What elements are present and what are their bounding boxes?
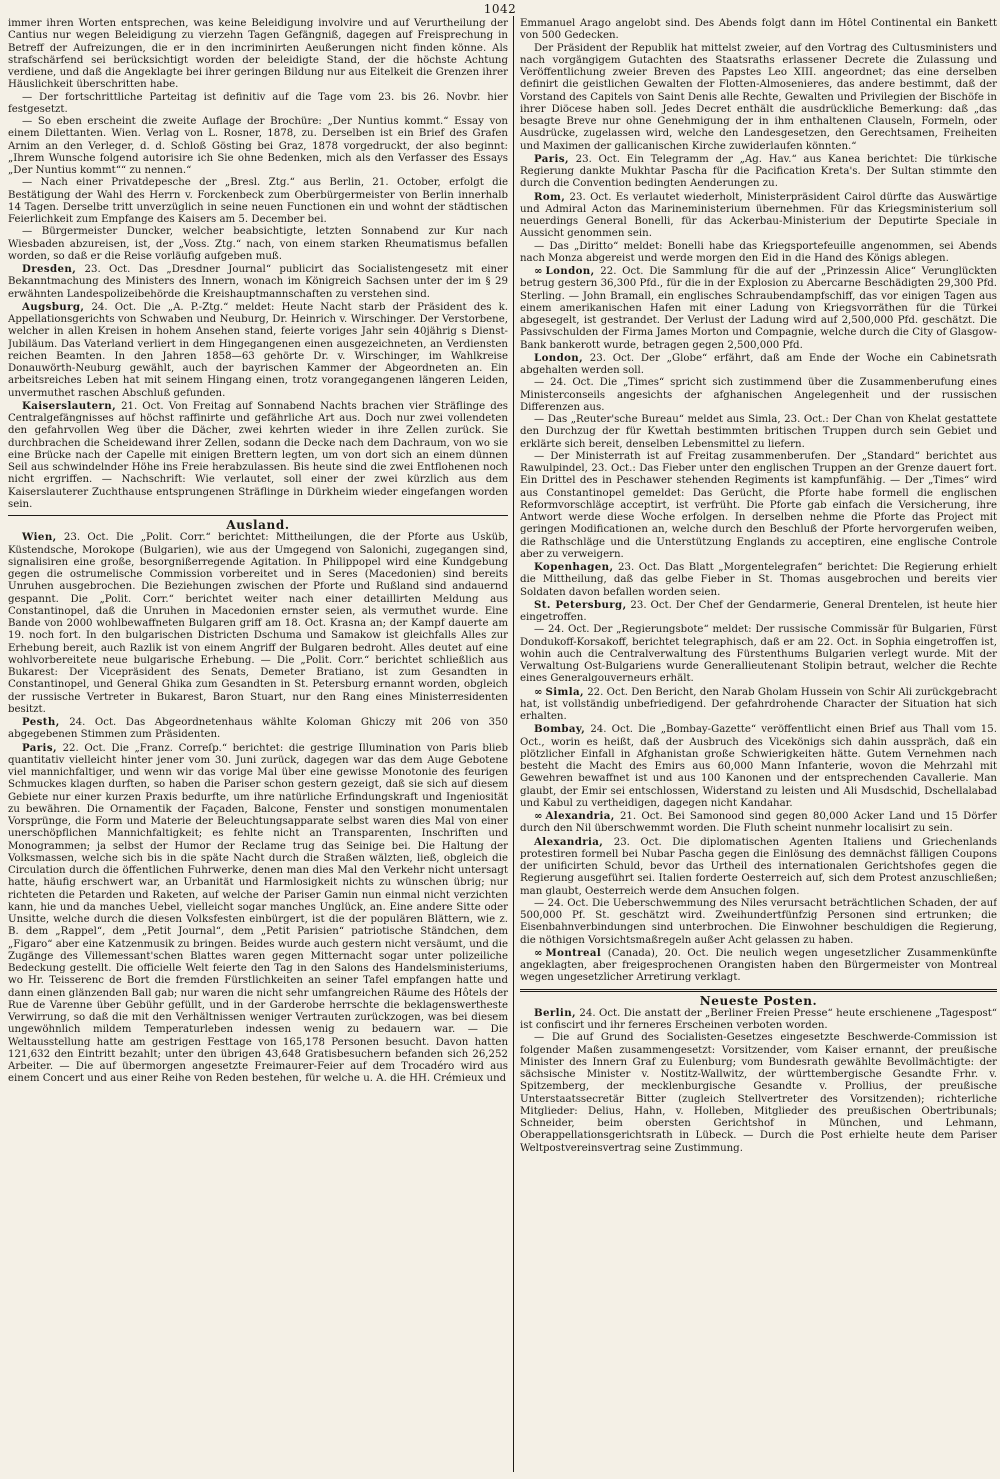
item-text: 21. Oct. Von Freitag auf Sonnabend Nachts brachen vier Sträflinge des Centralgefängnisses auf höchst raffinirte und gefährliche Art aus. Doch nur zwei vollendeten den gefahrvollen Weg über die Dächer, zwei kehrten wieder in ihre Zellen zurück. Sie durchbrachen die Scheidewand ihrer Zellen, sodann die Decke nach dem Dachraum, von wo sie eine Brücke nach der Capelle mit einigen Brettern legten, um von dort sich an einem dünnen Seil aus schwindelnder Höhe ins Freie herabzulassen. Bis heute sind die zwei Entflohenen noch nicht ergriffen. — Nachschrift: Wie verlautet, soll einer der zwei kürzlich aus dem Kaiserslauterer Zuchthause entsprungenen Sträflinge in Dürkheim wieder eingefangen worden sein. <box>8 400 508 510</box>
item-text: 23. Oct. Es verlautet wiederholt, Ministerpräsident Cairol dürfte das Auswärtige und Admiral Acton das Marineministerium übernehmen. Für das Kriegsministerium soll neuerdings General Bonelli, für das Ackerbau-Ministerium der Deputirte Speciale in Aussicht genommen sein. <box>520 191 997 240</box>
section-heading-ausland: Ausland. <box>226 518 290 532</box>
item-text: 22. Oct. Die Sammlung für die auf der „Prinzessin Alice“ Verunglückten betrug gestern 36,300 Pfd., für die in der Explosion zu Abercarne Beschädigten 29,300 Pfd. Sterling. — John Bramall, ein englisches Schraubendampfschiff, das vor einigen Tagen aus einem amerikanischen Hafen mit einer Ladung von Kriegsvorräthen für die Türkei abgesegelt, ist gestrandet. Der Verlust der Ladung wird auf 2,500,000 Pfd. geschätzt. Die Passivschulden der Firma James Morton und Compagnie, welche durch die City of Glasgow-Bank bankerott wurde, betragen gegen 2,500,000 Pfd. <box>520 266 997 351</box>
item-text: 21. Oct. Bei Samonood sind gegen 80,000 Acker Land und 15 Dörfer durch den Nil überschwemmt worden. Die Fluth scheint nunmehr localisirt zu sein. <box>520 811 997 835</box>
news-item <box>520 599 997 625</box>
section-rule <box>8 515 508 516</box>
dateline: London, <box>545 265 595 277</box>
dateline: Wien, <box>22 531 57 544</box>
article-paragraph: immer ihren Worten entsprechen, was keine Beleidigung involvire und auf Verurtheilung der Cantius nur wegen Beleidigung zu vierzehn Tagen Gefängniß, dagegen auf Freisprechung in Betreff der Aufreizungen, die er in den incriminirten Aeußerungen nicht finden könne. Als strafschärfend sei berücksichtigt worden der beleidigte Stand, der die höchste Achtung verdiene, und daß die Angeklagte bei ihrer geringen Bildung nur aus Eitelkeit die Grenzen ihrer Häuslichkeit überschritten habe. <box>8 18 508 91</box>
article-paragraph: — 24. Oct. Der „Regierungsbote“ meldet: Der russische Commissär für Bulgarien, Fürst Dondukoff-Korsakoff, berichtet telegraphisch, daß er am 22. Oct. in Sophia eingetroffen ist, wohin auch die Centralverwaltung des Fürstenthums Bulgarien verlegt wurde. Mit der Verwaltung Ost-Bulgariens wurde Generallieutenant Stolipin betraut, welcher die Rechte eines Generalgouverneurs erhält. <box>520 624 997 685</box>
article-paragraph: — So eben erscheint die zweite Auflage der Brochüre: „Der Nuntius kommt.“ Essay von einem Dilettanten. Wien. Verlag von L. Rosner, 1878, zu. Derselben ist ein Brief des Grafen Arnim an den Verleger, d. d. Schloß Gösting bei Graz, 1878 vorgedruckt, der also beginnt: „Ihrem Wunsche folgend autorisire ich Sie ohne Bedenken, mich als den Verfasser des Essays „Der Nuntius kommt““ zu nennen.“ <box>8 116 508 176</box>
article-paragraph: — 24. Oct. Die Ueberschwemmung des Niles verursacht beträchtlichen Schaden, der auf 500,000 Pf. St. geschätzt wird. Zweihundertfünfzig Personen sind ertrunken; die Eisenbahnverbindungen sind unterbrochen. Die Einwohner beschuldigen die Regierung, die nöthigen Vorsichtsmaßregeln außer Acht gelassen zu haben. <box>520 897 997 946</box>
news-item <box>520 153 997 191</box>
item-text: 24. Oct. Die anstatt der „Berliner Freien Presse“ heute erschienene „Tagespost“ ist confiscirt und ihr ferneres Erscheinen verboten worden. <box>520 1007 997 1031</box>
dateline: St. Petersburg, <box>534 598 627 611</box>
item-text: 22. Oct. Den Bericht, den Narab Gholam Hussein von Schir Ali zurückgebracht hat, ist vollständig unbefriedigend. Der gefahrdrohende Character der Situation hat sich erhalten. <box>520 686 997 722</box>
dateline: Alexandria, <box>534 835 604 848</box>
section-rule <box>520 989 997 992</box>
dateline: Kaiserslautern, <box>22 399 117 412</box>
dateline: Rom, <box>534 190 566 203</box>
article-paragraph: — Nach einer Privatdepesche der „Bresl. Ztg.“ aus Berlin, 21. October, erfolgt die Bestätigung der Wahl des Herrn v. Forckenbeck zum Oberbürgermeister von Berlin innerhalb 14 Tagen. Derselbe tritt unverzüglich in seine neuen Functionen ein und wohnt der städtischen Feierlichkeit zum Empfange des Kaisers am 5. December bei. <box>8 177 508 225</box>
news-item <box>8 400 508 511</box>
news-item <box>8 531 508 716</box>
article-paragraph: — Das „Reuter'sche Bureau“ meldet aus Simla, 23. Oct.: Der Chan von Khelat gestattete den Durchzug der für Kwettah bestimmten britischen Truppen durch sein Gebiet und erklärte sich bereit, denselben Lebensmittel zu liefern. <box>520 414 997 450</box>
item-text: 23. Oct. Der Chef der Gendarmerie, General Drentelen, ist heute hier eingetroffen. <box>520 599 997 623</box>
telegraph-marker: ∞ <box>534 265 543 277</box>
news-item <box>520 810 997 836</box>
page-number: 1042 <box>483 2 517 16</box>
news-item <box>520 561 997 599</box>
dateline: Simla, <box>545 685 584 698</box>
item-text: 23. Oct. Der „Globe“ erfährt, daß am Ende der Woche ein Cabinetsrath abgehalten werden soll. <box>520 352 997 376</box>
news-item <box>520 191 997 241</box>
item-text: 23. Oct. Die „Polit. Corr.“ berichtet: Mittheilungen, die der Pforte aus Usküb, Küstendsche, Morokope (Bulgarien), wie aus der Umgegend von Salonichi, zugegangen sind, signalisiren eine große, besorgnißerregende Agitation. In Philippopel wird eine Kundgebung gegen die ostrumelische Commission vorbereitet und in Seres (Macedonien) sind bereits Unruhen ausgebrochen. Die Beziehungen zwischen der Pforte und Rußland sind andauernd gespannt. Die „Polit. Corr.“ berichtet weiter nach einer detaillirten Meldung aus Constantinopel, daß die Unruhen in Macedonien ernster seien, als vermuthet wurde. Eine Bande von 2000 wohlbewaffneten Bulgaren griff am 18. Oct. Krasna an; der Kampf dauerte am 19. noch fort. In den bulgarischen Districten Dschuma und Samakow ist gleichfalls Alles zur Erhebung bereit, auch Razlik ist von einem Angriff der Bulgaren bedroht. Alles deutet auf eine wohlvorbereitete neue bulgarische Erhebung. — Die „Polit. Corr.“ berichtet schließlich aus Bukarest: Der Vicepräsident des Senats, Demeter Bratiano, ist zum Gesandten in Constantinopel, und General Ghika zum Gesandten in St. Petersburg ernannt worden, obgleich der russische Vertreter in Bukarest, Baron Stuart, nur den Rang eines Ministerresidenten besitzt. <box>8 532 508 715</box>
right-column <box>520 18 997 1470</box>
news-item <box>520 1007 997 1033</box>
item-text: (Canada), 20. Oct. Die neulich wegen ungesetzlicher Zusammenkünfte angeklagten, aber freigesprochenen Orangisten haben den Bürgermeister von Montreal wegen ungesetzlicher Arretirung verklagt. <box>520 947 997 984</box>
news-item <box>8 301 508 400</box>
item-text: 23. Oct. Das „Dresdner Journal“ publicirt das Socialistengesetz mit einer Bekanntmachung des Ministers des Innern, wonach im Königreich Sachsen unter der im § 29 erwähnten Landespolizeibehörde die Kreishauptmannschaften zu verstehen sind. <box>8 264 508 300</box>
dateline: Alexandria, <box>545 810 615 822</box>
news-item <box>8 263 508 301</box>
left-column <box>8 18 508 1470</box>
news-item <box>520 265 997 352</box>
dateline: London, <box>534 351 584 364</box>
dateline: Bombay, <box>534 723 586 736</box>
news-item <box>8 716 508 742</box>
item-text: 23. Oct. Die diplomatischen Agenten Italiens und Griechenlands protestiren formell bei Nubar Pascha gegen die Einlösung des demnächst fälligen Coupons der unificirten Schuld, bevor das Urtheil des internationalen Gerichtshofes gegen die Regierung ausgeführt sei. Italien forderte Oesterreich auf, sich dem Protest anzuschließen; man glaubt, Oesterreich werde dem Ansuchen folgen. <box>520 836 997 897</box>
dateline: Montreal <box>545 946 602 959</box>
article-paragraph: — Der Ministerrath ist auf Freitag zusammenberufen. Der „Standard“ berichtet aus Rawulpindel, 23. Oct.: Das Fieber unter den englischen Truppen an der Grenze dauert fort. Ein Drittel des in Peschawer stehenden Regiments ist kampfunfähig. — Der „Times“ wird aus Constantinopel gemeldet: Das Gerücht, die Pforte habe formell die englischen Reformvorschläge acceptirt, ist verfrüht. Die Pforte gab einfach die Versicherung, ihre Antwort werde diese Woche erfolgen. In derselben nehme die Pforte das Project mit geringen Modificationen an, welche durch den Beschluß der Pforte hervorgerufen weiben, die Rathschläge und die Unterstützung Englands zu acceptiren, eine englische Controle aber zu verweigern. <box>520 450 997 560</box>
article-paragraph: — Das „Diritto“ meldet: Bonelli habe das Kriegsportefeuille angenommen, sei Abends nach Monza abgereist und werde morgen den Eid in die Hand des Königs ablegen. <box>520 240 997 264</box>
dateline: Augsburg, <box>22 300 85 313</box>
dateline: Paris, <box>534 152 569 165</box>
article-paragraph: — 24. Oct. Die „Times“ spricht sich zustimmend über die Zusammenberufung eines Ministerconseils angesichts der afghanischen Angelegenheit und der russischen Differenzen aus. <box>520 377 997 413</box>
article-paragraph: Emmanuel Arago angelobt sind. Des Abends folgt dann im Hôtel Continental ein Bankett von 500 Gedecken. <box>520 18 997 42</box>
telegraph-marker: ∞ <box>534 946 543 959</box>
news-item <box>520 947 997 985</box>
article-paragraph: — Der fortschrittliche Parteitag ist definitiv auf die Tage vom 23. bis 26. Novbr. hier festgesetzt. <box>8 91 508 115</box>
section-heading-neueste-posten: Neueste Posten. <box>699 993 818 1008</box>
news-item <box>520 686 997 724</box>
item-text: 24. Oct. Die „Bombay-Gazette“ veröffentlicht einen Brief aus Thall vom 15. Oct., worin es heißt, daß der Ausbruch des Vicekönigs sich dahin ausspräch, daß ein plötzlicher Einfall in Afghanistan große Schwierigkeiten hätte. Gutem Vernehmen nach besteht die Macht des Emirs aus 60,000 Mann Infanterie, wovon die Mehrzahl mit Gewehren bewaffnet ist und aus 100 Kanonen und der entsprechenden Cavallerie. Man glaubt, der Emir sei entschlossen, Widerstand zu leisten und Ali Musdschid, Dschellalabad und Kabul zu vertheidigen, dagegen nicht Kandahar. <box>520 724 997 809</box>
news-item <box>8 742 508 1086</box>
article-paragraph: Der Präsident der Republik hat mittelst zweier, auf den Vortrag des Cultusministers und nach vorgängigem Gutachten des Staatsraths erlassener Decrete die Zulassung und Veröffentlichung zweier Breven des Papstes Leo XIII. angeordnet; das eine derselben definirt die geistlichen Gewalten der Flotten-Almosenieres, das andere bestimmt, daß der Vorstand des Capitels von Saint Denis alle Rechte, Gewalten und Privilegien der Bischöfe in ihrer Diöcese haben soll. Jedes Decret enthält die ausdrückliche Bemerkung: daß „das besagte Breve nur ohne Genehmigung der in ihm enthaltenen Clauseln, Formeln, oder Ausdrücke, zugelassen wird, welche den Landesgesetzen, den Gerechtsamen, Freiheiten und Maximen der gallicanischen Kirche zuwiderlaufen könnten.“ <box>520 42 997 152</box>
news-item <box>520 836 997 898</box>
item-text: 24. Oct. Die „A. P.-Ztg.“ meldet: Heute Nacht starb der Präsident des k. Appellationsgerichts von Schwaben und Neuburg, Dr. Heinrich v. Wirschinger. Der Verstorbene, welcher in allen Kreisen in hohem Ansehen stand, feierte voriges Jahr sein 40jährig s Dienst-Jubiläum. Das Vaterland verliert in dem Hingegangenen einen ausgezeichneten, an Verdiensten reichen Beamten. In den Jahren 1858—63 gehörte Dr. v. Wirschinger, im Wahlkreise Donauwörth-Neuburg gewählt, auch der bayrischen Kammer der Abgeordneten an. Ein arbeitsreiches Leben hat mit seinem Hingang einen, trotz vorangegangenen längeren Leiden, unvermuthet raschen Abschluß gefunden. <box>8 301 508 399</box>
news-item <box>520 723 997 810</box>
news-item <box>520 352 997 378</box>
column-divider <box>513 16 514 1472</box>
item-text: 23. Oct. Ein Telegramm der „Ag. Hav.“ aus Kanea berichtet: Die türkische Regierung dankte Mukhtar Pascha für die Pacification Kreta's. Der Sultan stimmte den durch die Convention bedingten Aenderungen zu. <box>520 153 997 190</box>
item-text: 23. Oct. Das Blatt „Morgentelegrafen“ berichtet: Die Regierung erhielt die Mittheilung, daß das gelbe Fieber in St. Thomas ausgebrochen und bereits vier Soldaten davon befallen worden seien. <box>520 562 997 598</box>
article-paragraph: — Die auf Grund des Socialisten-Gesetzes eingesetzte Beschwerde-Commission ist folgender Maßen zusammengesetzt: Vorsitzender, vom Kaiser ernannt, der preußische Minister des Innern Graf zu Eulenburg; vom Bundesrath gewählte Bevollmächtigte: der sächsische Minister v. Nostitz-Wallwitz, der württembergische Gesandte Frhr. v. Spitzemberg, der mecklenburgische Gesandte v. Prollius, der preußische Unterstaatssecretär Bitter (zugleich Stellvertreter des Vorsitzenden); richterliche Mitglieder: Delius, Hahn, v. Holleben, Mitglieder des preußischen Obertribunals; Schneider, beim obersten Gerichtshof in München, und Lehmann, Oberappellationsgerichtsrath in Lübeck. — Durch die Post erhielte heute dem Pariser Weltpostvereinsvertrag seine Zustimmung. <box>520 1032 997 1154</box>
item-text: 22. Oct. Die „Franz. Correſp.“ berichtet: die gestrige Illumination von Paris blieb quantitativ vielleicht hinter jener vom 30. Juni zurück, dagegen war das dem Auge Gebotene viel mannichfaltiger, und wenn wir das vorige Mal über eine gewisse Monotonie des feurigen Schmuckes klagen durften, so haben die Pariser schon gestern gezeigt, daß sie sich auf diesem Gebiete nur einer kurzen Praxis bedurfte, um ihre natürliche Erfindungskraft und Ingeniosität zu bewähren. Die Ornamentik der Façaden, Balcone, Fenster und sonstigen monumentalen Vorsprünge, die Form und Materie der Beleuchtungsapparate selbst waren dies Mal von einer unerschöpflichen Mannichfaltigkeit; es fehlte nicht an Transparenten, Inschriften und Monogrammen; ja selbst der Humor der Reclame trug das Seinige bei. Die Haltung der Volksmassen, welche sich bis in die späte Nacht durch die Straßen wälzten, ließ, obgleich die Circulation durch die öffentlichen Fuhrwerke, denen man dies Mal den Verkehr nicht untersagt hatte, häufig erschwert war, an Urbanität und Harmlosigkeit nichts zu wünschen übrig; nur richteten die Petarden und Raketen, auf welche der Pariser Gamin nun einmal nicht verzichten kann, hie und da manches Uebel, vielleicht sogar manches Unglück, an. Eine andere Sitte oder Unsitte, welche durch die diesen Volksfesten einbürgert, ist die der populären Blättern, wie z. B. dem „Rappel“, dem „Petit Journal“, dem „Petit Parisien“ patriotische Ständchen, dem „Figaro“ aber eine Katzenmusik zu bringen. Beides wurde auch gestern nicht versäumt, und die Zugänge des Villemessant'schen Blattes waren gegen Mitternacht sogar unter polizeiliche Bedeckung gestellt. Die officielle Welt feierte den Tag in den Salons des Handelsministeriums, wo Hr. Teisserenc de Bort die fremden Fürstlichkeiten an seiner Tafel empfangen hatte und dann einen glänzenden Ball gab; nur waren die nicht sehr umfangreichen Räume des Hôtels der Rue de Varenne über Gebühr gefüllt, und in der Garderobe herrschte die beklagenswertheste Verwirrung, so daß die mit den Verhältnissen weniger Vertrauten zurückzogen, was bei diesem ungewöhnlich mildem Temperaturleben indessen wenig zu bedauern war. — Die Weltausstellung hatte am gestrigen Festtage von 165,178 Personen besucht. Davon hatten 121,632 den Eintritt bezahlt; unter den übrigen 43,648 Gratisbesuchern befanden sich 26,252 Arbeiter. — Die auf übermorgen angesetzte Freimaurer-Feier auf dem Trocadéro wird aus einem Concert und aus einer Reihe von Reden bestehen, für welche u. A. die HH. Crémieux und <box>8 742 508 1085</box>
dateline: Kopenhagen, <box>534 561 614 573</box>
dateline: Berlin, <box>534 1006 576 1019</box>
article-paragraph: — Bürgermeister Duncker, welcher beabsichtigte, letzten Sonnabend zur Kur nach Wiesbaden abzureisen, ist, der „Voss. Ztg.“ nach, von einem starken Rheumatismus befallen worden, so daß er die Reise vorläufig aufgeben muß. <box>8 226 508 262</box>
telegraph-marker: ∞ <box>534 810 543 822</box>
item-text: 24. Oct. Das Abgeordnetenhaus wählte Koloman Ghiczy mit 206 von 350 abgegebenen Stimmen zum Präsidenten. <box>8 717 508 741</box>
dateline: Paris, <box>22 741 57 754</box>
dateline: Pesth, <box>22 716 60 728</box>
dateline: Dresden, <box>22 263 77 275</box>
telegraph-marker: ∞ <box>534 685 543 698</box>
